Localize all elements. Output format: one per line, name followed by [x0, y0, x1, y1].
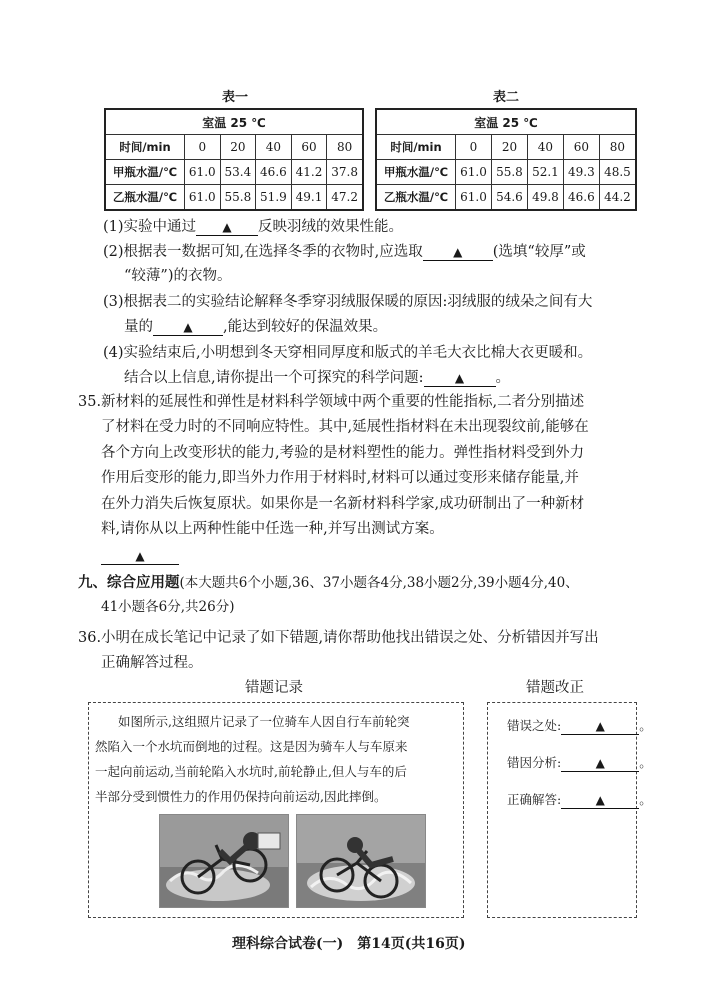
table2-caption: 表二 [493, 90, 520, 105]
page-footer: 理科综合试卷(一) 第14页(共16页) [232, 936, 466, 952]
fix-item-error: 错误之处: ▲ 。 [507, 718, 652, 733]
table1 [104, 108, 364, 211]
fix-title: 错题改正 [526, 680, 584, 696]
answer-blank[interactable]: ▲ [196, 219, 258, 236]
q35-line: 了材料在受力时的不同响应特性。其中,延展性指材料在未出现裂纹前,能够在 [101, 419, 589, 435]
table2 [375, 108, 637, 211]
fix-item-reason: 错因分析: ▲ 。 [507, 755, 652, 770]
section9-desc: 41小题各6分,共26分) [101, 599, 235, 615]
answer-blank[interactable]: ▲ [424, 370, 496, 387]
record-text: 如图所示,这组照片记录了一位骑车人因自行车前轮突 [118, 714, 410, 729]
table-row: 时间/min 0 20 40 60 80 [376, 135, 636, 160]
section9-heading: 九、综合应用题(本大题共6个小题,36、37小题各4分,38小题2分,39小题4分,40、 [78, 574, 579, 591]
fix-item-answer: 正确解答: ▲ 。 [507, 792, 652, 807]
q34-part4-cont: 结合以上信息,请你提出一个可探究的科学问题: ▲ 。 [124, 370, 510, 386]
table-row: 乙瓶水温/℃ 61.0 54.6 49.8 46.6 44.2 [376, 185, 636, 211]
record-text: 半部分受到惯性力的作用仍保持向前运动,因此摔倒。 [95, 789, 387, 804]
table1-caption: 表一 [222, 90, 249, 105]
answer-blank[interactable]: ▲ [101, 548, 179, 565]
q35-line: 35.新材料的延展性和弹性是材料科学领域中两个重要的性能指标,二者分别描述 [78, 394, 585, 410]
record-text: 一起向前运动,当前轮陷入水坑时,前轮静止,但人与车的后 [95, 764, 407, 779]
q35-answer-line [101, 546, 179, 566]
q35-line: 各个方向上改变形状的能力,考验的是材料塑性的能力。弹性指材料受到外力 [101, 445, 585, 461]
q34-part3-cont: 量的 ▲ ,能达到较好的保温效果。 [124, 319, 388, 335]
table-row: 时间/min 0 20 40 60 80 [105, 135, 363, 160]
answer-blank[interactable]: ▲ [561, 755, 639, 772]
q34-part4: (4)实验结束后,小明想到冬天穿相同厚度和版式的羊毛大衣比棉大衣更暖和。 [103, 345, 593, 361]
q36-line: 36.小明在成长笔记中记录了如下错题,请你帮助他找出错误之处、分析错因并写出 [78, 630, 599, 646]
q35-line: 作用后变形的能力,即当外力作用于材料时,材料可以通过变形来储存能量,并 [101, 470, 579, 486]
record-text: 然陷入一个水坑而倒地的过程。这是因为骑车人与车原来 [95, 739, 408, 754]
answer-blank[interactable]: ▲ [561, 718, 639, 735]
cyclist-photo-1 [159, 814, 289, 908]
answer-blank[interactable]: ▲ [561, 792, 639, 809]
table-row: 甲瓶水温/℃ 61.0 55.8 52.1 49.3 48.5 [376, 160, 636, 185]
table2-header: 室温 25 ℃ [376, 109, 636, 135]
q35-line: 在外力消失后恢复原状。如果你是一名新材料科学家,成功研制出了一种新材 [101, 496, 585, 512]
q34-part2-cont: “较薄”)的衣物。 [124, 268, 232, 284]
answer-blank[interactable]: ▲ [423, 244, 493, 261]
table1-header: 室温 25 ℃ [105, 109, 363, 135]
q34-part2: (2)根据表一数据可知,在选择冬季的衣物时,应选取 ▲ (选填“较厚”或 [103, 244, 586, 260]
q35-line: 料,请你从以上两种性能中任选一种,并写出测试方案。 [101, 521, 444, 537]
answer-blank[interactable]: ▲ [153, 319, 223, 336]
section9-title: 九、综合应用题 [78, 574, 180, 591]
record-title: 错题记录 [245, 680, 303, 696]
q36-line: 正确解答过程。 [101, 655, 203, 671]
q34-part1: (1)实验中通过 ▲ 反映羽绒的效果性能。 [103, 219, 404, 235]
table-row: 甲瓶水温/℃ 61.0 53.4 46.6 41.2 37.8 [105, 160, 363, 185]
q34-part3: (3)根据表二的实验结论解释冬季穿羽绒服保暖的原因:羽绒服的绒朵之间有大 [103, 294, 593, 310]
cyclist-photo-2 [296, 814, 426, 908]
table-row: 乙瓶水温/℃ 61.0 55.8 51.9 49.1 47.2 [105, 185, 363, 211]
